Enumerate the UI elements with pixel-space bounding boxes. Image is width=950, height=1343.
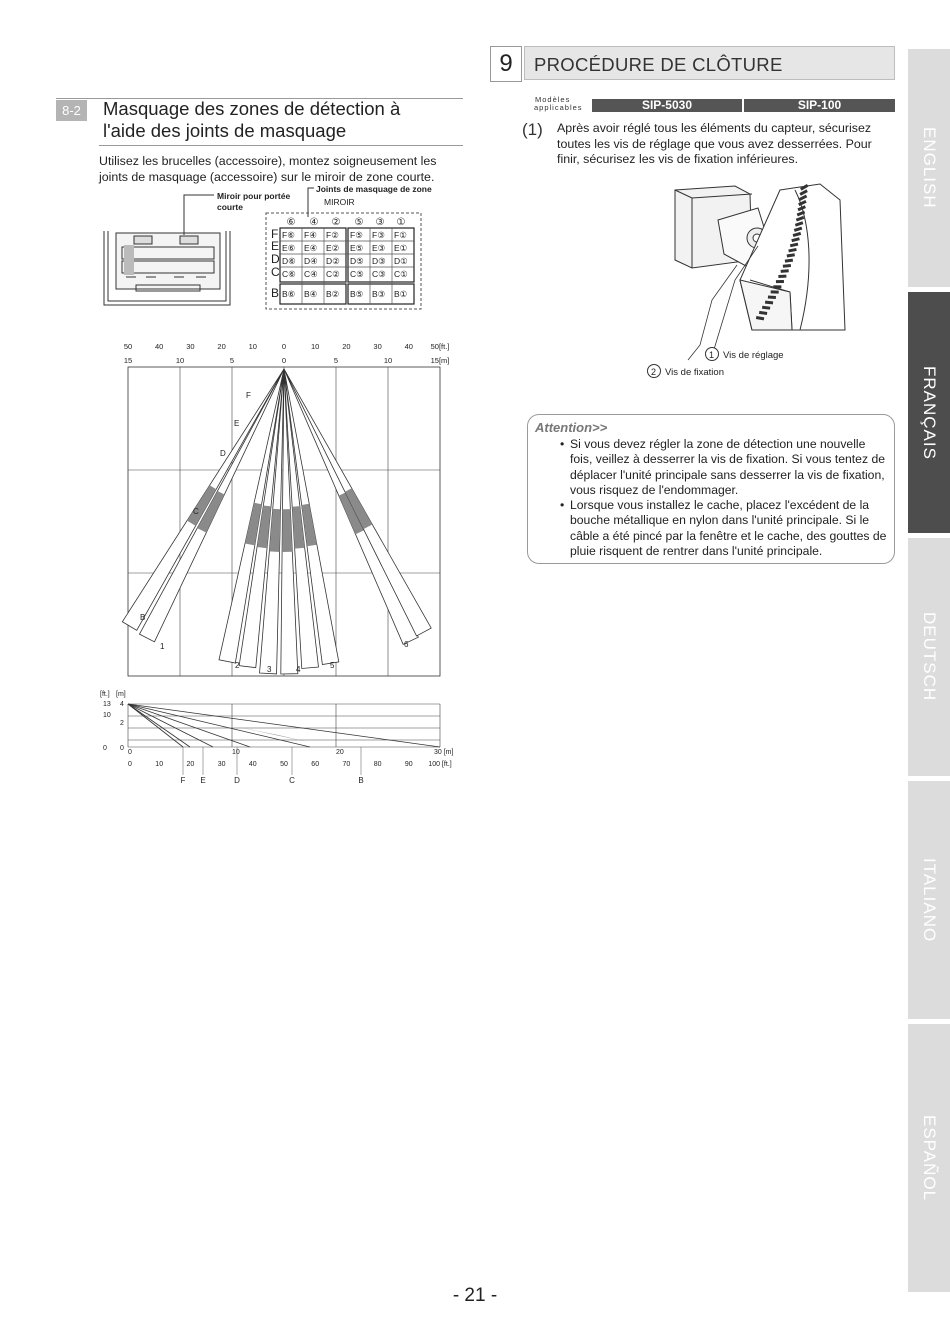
side-zone-letter: C xyxy=(289,776,295,785)
tab-italiano[interactable] xyxy=(908,781,950,1019)
sensor-front-illustration xyxy=(104,231,230,305)
section-title xyxy=(103,98,463,142)
side-ray-shade xyxy=(208,721,308,742)
tab-francais[interactable] xyxy=(908,292,950,533)
model-badge-sip100: SIP-100 xyxy=(744,99,895,112)
col-number: ⑤ xyxy=(354,217,364,228)
label-fix-number: 2 xyxy=(651,367,657,377)
label-adjust: Vis de réglage xyxy=(723,350,784,361)
m-tick-label: 5 xyxy=(229,356,235,365)
mask-cell: F③ xyxy=(372,230,385,240)
beam-number: 2 xyxy=(235,661,240,670)
side-m-axis-tick: 0 xyxy=(128,749,132,756)
side-m-tick: 2 xyxy=(120,720,124,727)
ft-tick-label: 40 xyxy=(404,342,413,351)
mask-cell: B④ xyxy=(304,289,318,299)
detection-side-view xyxy=(95,687,465,792)
side-ray xyxy=(128,704,190,747)
mask-cell: C④ xyxy=(304,269,318,279)
tab-espanol-label: ESPAÑOL xyxy=(920,1114,939,1202)
zone-letter: F xyxy=(246,391,251,400)
side-m-unit: [m] xyxy=(116,691,126,698)
side-ft-axis-tick: 30 xyxy=(217,761,226,768)
tab-espanol[interactable] xyxy=(908,1024,950,1292)
ft-tick-label: 50[ft.] xyxy=(430,342,450,351)
intro-paragraph: Utilisez les brucelles (accessoire), montez soigneusement les joints de masquage (accessoire) sur le miroir de zone courte. xyxy=(99,154,437,184)
side-ft-tick: 0 xyxy=(103,745,107,752)
section-title-line1: Masquage des zones de détection à xyxy=(103,98,401,119)
ft-tick-label: 0 xyxy=(281,342,287,351)
col-number: ① xyxy=(396,217,406,228)
side-ft-axis-tick: 40 xyxy=(248,761,257,768)
mask-cell: B① xyxy=(394,289,408,299)
mask-cell: B③ xyxy=(372,289,386,299)
label-fix: Vis de fixation xyxy=(665,367,724,378)
section-rule-bottom xyxy=(99,145,463,146)
side-ft-axis-tick: 20 xyxy=(186,761,195,768)
col-number: ② xyxy=(331,217,341,228)
models-label xyxy=(534,96,583,112)
mask-cell: E③ xyxy=(372,243,386,253)
row-letter: E xyxy=(271,239,280,253)
mask-cell: E⑥ xyxy=(282,243,296,253)
mask-cell: D⑥ xyxy=(282,256,296,266)
side-m-axis-tick: 30 [m] xyxy=(434,749,454,756)
col-number: ③ xyxy=(375,217,385,228)
zone-letter: E xyxy=(234,419,240,428)
zone-letter: B xyxy=(140,613,146,622)
side-zone-letter: F xyxy=(180,776,186,785)
side-zone-letter: E xyxy=(200,776,206,785)
joints-label: Joints de masquage de zone xyxy=(316,185,432,194)
side-ft-axis-tick: 100 [ft.] xyxy=(428,761,452,768)
serration-tooth xyxy=(773,285,781,288)
ft-tick-label: 30 xyxy=(373,342,382,351)
mask-cell: F④ xyxy=(304,230,317,240)
side-ft-unit: [ft.] xyxy=(100,691,110,698)
row-letter: F xyxy=(271,227,279,241)
tab-deutsch[interactable] xyxy=(908,538,950,776)
section-title-line2: l'aide des joints de masquage xyxy=(103,120,347,141)
mask-cell: D④ xyxy=(304,256,318,266)
mask-cell: E② xyxy=(326,243,340,253)
side-ft-axis-tick: 70 xyxy=(342,761,351,768)
sensor-mount-illustration xyxy=(640,180,880,380)
attention-item: • Lorsque vous installez le cache, placez l'excédent de la bouche métallique en nylon dans l'unité principale. Si le câble a été pincé par la fenêtre et le cache, des gouttes de pluie risquent de rentrer dans l'unité principale. xyxy=(560,498,890,559)
detection-top-view xyxy=(100,338,465,683)
miroir-label: MIROIR xyxy=(324,197,355,207)
ft-tick-label: 50 xyxy=(123,342,133,351)
tab-italiano-label: ITALIANO xyxy=(920,857,939,943)
side-ft-tick: 10 xyxy=(103,712,111,719)
mask-cell: E④ xyxy=(304,243,318,253)
ft-tick-label: 10 xyxy=(248,342,257,351)
m-tick-label: 0 xyxy=(281,356,287,365)
mask-cell: D① xyxy=(394,256,408,266)
mask-cell: C① xyxy=(394,269,408,279)
side-m-tick: 4 xyxy=(120,701,124,708)
mask-cell: E⑤ xyxy=(350,243,364,253)
ft-tick-label: 20 xyxy=(342,342,351,351)
side-ft-axis-tick: 10 xyxy=(155,761,164,768)
page-number: - 21 - xyxy=(452,1285,498,1306)
m-tick-label: 10 xyxy=(175,356,185,365)
mask-cell: C② xyxy=(326,269,340,279)
attention-item: • Si vous devez régler la zone de détection une nouvelle fois, veillez à desserrer la vis de fixation. Si vous tentez de déplacer l'unité principale sans desserrer la vis de fixation, vous risquez de l'endommager. xyxy=(560,437,890,498)
mask-cell: F⑤ xyxy=(350,230,363,240)
beam-number: 4 xyxy=(296,665,301,674)
side-ft-axis-tick: 80 xyxy=(373,761,382,768)
mirror-figure xyxy=(96,185,446,315)
side-m-tick: 0 xyxy=(120,745,124,752)
side-ray xyxy=(128,704,213,747)
mask-cell: F② xyxy=(326,230,339,240)
step-number: (1) xyxy=(522,120,543,139)
attention-title: Attention>> xyxy=(535,420,608,435)
serration-tooth xyxy=(768,296,776,299)
side-ft-axis-tick: 60 xyxy=(311,761,320,768)
section9-number: 9 xyxy=(490,46,522,82)
side-ft-axis-tick: 0 xyxy=(128,761,132,768)
mask-cell: B⑥ xyxy=(282,289,296,299)
label-adjust-number: 1 xyxy=(709,350,715,360)
model-badge-sip5030: SIP-5030 xyxy=(592,99,742,112)
mask-cell: C⑥ xyxy=(282,269,296,279)
side-zone-letter: D xyxy=(234,776,240,785)
mask-cell: C⑤ xyxy=(350,269,364,279)
mask-cell: D⑤ xyxy=(350,256,364,266)
beam-number: 6 xyxy=(404,640,409,649)
mask-cell: F① xyxy=(394,230,407,240)
step-text: Après avoir réglé tous les éléments du capteur, sécurisez toutes les vis de réglage que vous avez desserrées. Pour finir, sécurisez les vis de fixation inférieures. xyxy=(557,121,872,166)
serration-tooth xyxy=(778,275,786,278)
serration-tooth xyxy=(776,280,784,283)
col-number: ④ xyxy=(309,217,319,228)
mask-cell: B⑤ xyxy=(350,289,364,299)
ft-tick-label: 40 xyxy=(155,342,164,351)
beam-number: 3 xyxy=(267,665,272,674)
side-ft-tick: 13 xyxy=(103,701,111,708)
side-m-axis-tick: 10 xyxy=(232,749,240,756)
tab-deutsch-label: DEUTSCH xyxy=(920,612,939,702)
section-number: 8-2 xyxy=(56,100,87,121)
row-letter: B xyxy=(271,286,280,300)
ft-tick-label: 20 xyxy=(217,342,226,351)
mask-cell: D③ xyxy=(372,256,386,266)
side-zone-letter: B xyxy=(358,776,364,785)
m-tick-label: 5 xyxy=(333,356,339,365)
beam-number: 5 xyxy=(330,661,335,670)
tab-english-label: ENGLISH xyxy=(920,127,939,209)
zone-letter: D xyxy=(220,449,226,458)
m-tick-label: 15[m] xyxy=(430,356,450,365)
side-m-axis-tick: 20 xyxy=(336,749,344,756)
tab-english[interactable] xyxy=(908,49,950,287)
ft-tick-label: 30 xyxy=(186,342,195,351)
models-label-line2: applicables xyxy=(534,103,583,112)
col-number: ⑥ xyxy=(286,217,296,228)
ft-tick-label: 10 xyxy=(311,342,320,351)
mirror-label-line2: courte xyxy=(217,202,243,212)
attention-list xyxy=(560,437,890,559)
beam-number: 1 xyxy=(160,642,165,651)
m-tick-label: 15 xyxy=(123,356,133,365)
mask-cell: D② xyxy=(326,256,340,266)
zone-letter: C xyxy=(193,507,199,516)
section9-title: PROCÉDURE DE CLÔTURE xyxy=(534,54,783,75)
serration-tooth xyxy=(781,269,789,273)
side-ft-axis-tick: 50 xyxy=(280,761,288,768)
mirror-label-line1: Miroir pour portée xyxy=(217,191,291,201)
mask-cell: E① xyxy=(394,243,408,253)
mask-cell: F⑥ xyxy=(282,230,295,240)
side-ft-axis-tick: 90 xyxy=(404,761,413,768)
models-label-line1: Modèles xyxy=(535,95,571,104)
tab-francais-label: FRANÇAIS xyxy=(920,365,939,460)
m-tick-label: 10 xyxy=(383,356,393,365)
mask-cell: B② xyxy=(326,289,340,299)
row-letter: C xyxy=(271,265,280,279)
mask-cell: C③ xyxy=(372,269,386,279)
row-letter: D xyxy=(271,252,280,266)
serration-tooth xyxy=(771,290,779,293)
